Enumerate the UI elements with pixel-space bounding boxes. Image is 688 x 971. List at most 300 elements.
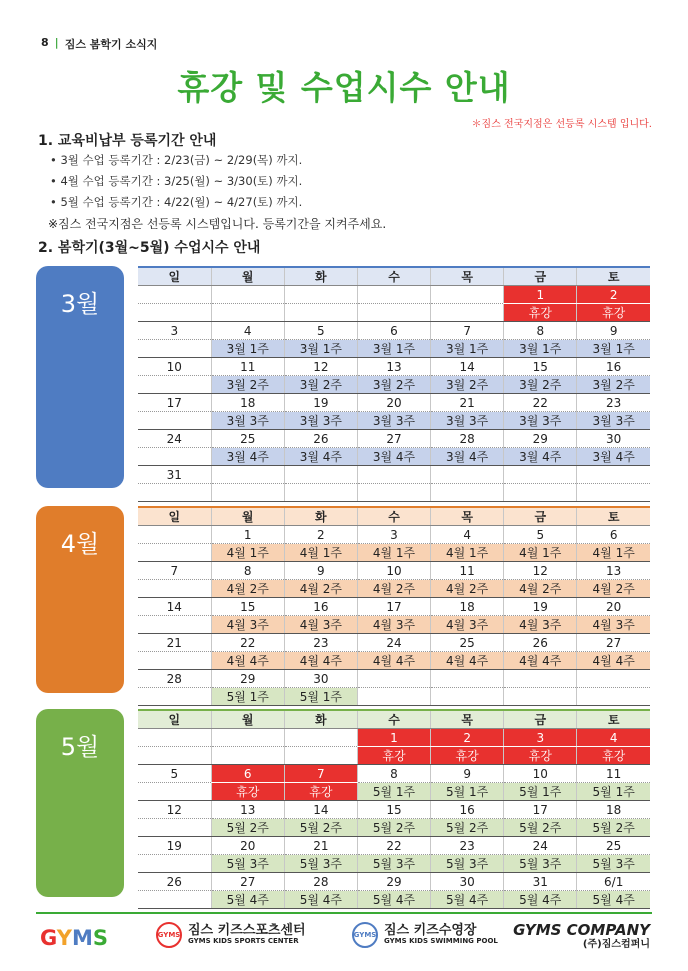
class-week-cell: 3월 1주 [357,340,430,358]
date-cell [138,729,211,747]
date-cell: 30 [577,430,650,448]
date-cell: 23 [577,394,650,412]
week-row [138,891,650,909]
date-cell: 7 [284,765,357,783]
class-week-cell: 4월 3주 [577,616,650,634]
calendar-april [138,506,650,706]
date-row [138,286,650,304]
date-cell [284,466,357,484]
class-week-cell: 4월 3주 [284,616,357,634]
page-number: 8 [41,36,49,49]
week-row [138,819,650,837]
preregistration-note: ＊짐스 전국지점은 선등록 시스템 입니다. [471,119,652,130]
registration-period-apr: • 4월 수업 등록기간 : 3/25(월) ~ 3/30(토) 까지. [50,174,303,188]
date-cell: 17 [138,394,211,412]
date-cell: 1 [357,729,430,747]
page-header [41,36,157,52]
class-week-cell: 5월 4주 [504,891,577,909]
weekday-header: 일 [138,507,211,526]
date-cell: 11 [211,358,284,376]
class-week-cell: 4월 1주 [431,544,504,562]
weekday-header: 토 [577,507,650,526]
weekday-header: 토 [577,267,650,286]
class-week-cell: 4월 2주 [504,580,577,598]
brand-sports-center [156,922,306,948]
date-cell: 15 [357,801,430,819]
date-cell: 19 [504,598,577,616]
date-cell [211,286,284,304]
class-week-cell [138,580,211,598]
class-week-cell: 4월 2주 [431,580,504,598]
brand-swimming-pool [352,922,498,948]
date-cell: 8 [357,765,430,783]
class-week-cell [138,544,211,562]
class-week-cell: 4월 2주 [577,580,650,598]
weekday-header: 수 [357,267,430,286]
holiday-cell: 휴강 [504,747,577,765]
date-row [138,801,650,819]
class-week-cell: 5월 3주 [577,855,650,873]
class-week-cell [284,747,357,765]
date-cell: 4 [577,729,650,747]
class-week-cell: 3월 3주 [357,412,430,430]
date-cell: 27 [211,873,284,891]
holiday-cell: 휴강 [357,747,430,765]
date-cell: 31 [138,466,211,484]
class-week-cell: 4월 1주 [357,544,430,562]
date-cell [504,670,577,688]
date-cell [138,286,211,304]
date-cell [431,286,504,304]
date-cell: 14 [138,598,211,616]
registration-note: ※짐스 전국지점은 선등록 시스템입니다. 등록기간을 지켜주세요. [48,217,387,231]
class-week-cell: 4월 1주 [211,544,284,562]
weekday-header: 금 [504,267,577,286]
swimming-pool-name: 짐스 키즈수영장 [384,923,477,938]
date-cell: 3 [138,322,211,340]
class-week-cell: 4월 4주 [431,652,504,670]
date-cell [138,526,211,544]
holiday-cell: 휴강 [431,747,504,765]
week-row [138,580,650,598]
date-cell: 10 [138,358,211,376]
weekday-header-row [138,507,650,526]
date-cell: 19 [138,837,211,855]
gyms-logo: GYMS [40,926,109,950]
holiday-cell: 휴강 [284,783,357,801]
class-week-cell: 3월 1주 [504,340,577,358]
date-cell: 2 [284,526,357,544]
month-label-may: 5월 [36,709,124,897]
date-cell: 7 [431,322,504,340]
sports-center-name-en: GYMS KIDS SPORTS CENTER [188,937,299,946]
date-cell: 13 [357,358,430,376]
class-week-cell: 5월 1주 [284,688,357,706]
date-cell [211,729,284,747]
date-cell: 6 [211,765,284,783]
week-row [138,616,650,634]
date-cell [357,466,430,484]
header-section: 짐스 봄학기 소식지 [64,38,158,51]
class-week-cell: 5월 3주 [357,855,430,873]
class-week-cell: 3월 3주 [431,412,504,430]
class-week-cell [138,819,211,837]
class-week-cell: 3월 2주 [211,376,284,394]
date-cell: 6/1 [577,873,650,891]
class-week-cell: 3월 4주 [577,448,650,466]
date-cell: 27 [357,430,430,448]
class-week-cell [138,304,211,322]
weekday-header-row [138,267,650,286]
date-cell: 7 [138,562,211,580]
week-row [138,484,650,502]
weekday-header: 화 [284,507,357,526]
date-cell: 2 [577,286,650,304]
class-week-cell: 4월 3주 [431,616,504,634]
date-cell: 13 [577,562,650,580]
class-week-cell [284,484,357,502]
week-row [138,304,650,322]
class-week-cell: 3월 3주 [284,412,357,430]
class-week-cell: 4월 4주 [504,652,577,670]
company-logo [513,922,650,950]
date-cell: 12 [284,358,357,376]
class-week-cell: 3월 3주 [504,412,577,430]
class-week-cell [138,652,211,670]
date-cell: 16 [284,598,357,616]
class-week-cell: 3월 4주 [284,448,357,466]
date-cell: 23 [431,837,504,855]
class-week-cell [211,747,284,765]
class-week-cell [138,783,211,801]
class-week-cell: 4월 4주 [284,652,357,670]
class-week-cell: 5월 3주 [504,855,577,873]
date-cell: 1 [211,526,284,544]
date-cell: 30 [431,873,504,891]
date-cell: 13 [211,801,284,819]
date-cell: 31 [504,873,577,891]
class-week-cell [138,688,211,706]
weekday-header: 목 [431,507,504,526]
class-week-cell: 4월 3주 [504,616,577,634]
date-cell: 26 [504,634,577,652]
class-week-cell: 3월 4주 [357,448,430,466]
class-week-cell: 3월 2주 [577,376,650,394]
class-week-cell [577,484,650,502]
calendar-may [138,709,650,909]
class-week-cell: 5월 4주 [431,891,504,909]
date-cell [284,729,357,747]
date-cell: 25 [577,837,650,855]
date-cell: 26 [284,430,357,448]
date-row [138,466,650,484]
date-cell: 27 [577,634,650,652]
date-cell: 24 [138,430,211,448]
date-cell: 11 [431,562,504,580]
date-cell: 5 [504,526,577,544]
date-cell: 20 [577,598,650,616]
weekday-header: 수 [357,710,430,729]
class-week-cell: 4월 3주 [211,616,284,634]
week-row [138,747,650,765]
date-cell: 16 [577,358,650,376]
class-week-cell: 5월 4주 [357,891,430,909]
sports-center-emblem-icon: GYMS [156,922,182,948]
date-cell: 23 [284,634,357,652]
class-week-cell [211,484,284,502]
class-week-cell: 5월 3주 [211,855,284,873]
date-cell [357,670,430,688]
date-cell: 22 [211,634,284,652]
date-row [138,729,650,747]
date-cell: 22 [504,394,577,412]
date-cell: 4 [431,526,504,544]
section2-heading: 2. 봄학기(3월~5월) 수업시수 안내 [38,240,261,256]
class-week-cell [138,448,211,466]
date-row [138,873,650,891]
date-cell: 18 [577,801,650,819]
header-divider: | [54,36,59,49]
date-row [138,430,650,448]
week-row [138,340,650,358]
registration-period-may: • 5월 수업 등록기간 : 4/22(월) ~ 4/27(토) 까지. [50,195,303,209]
week-row [138,783,650,801]
weekday-header: 월 [211,267,284,286]
class-week-cell [138,616,211,634]
month-label-march: 3월 [36,266,124,488]
date-cell: 14 [284,801,357,819]
date-cell: 5 [138,765,211,783]
date-cell: 21 [284,837,357,855]
class-week-cell: 3월 4주 [211,448,284,466]
date-row [138,837,650,855]
class-week-cell [138,484,211,502]
class-week-cell [504,688,577,706]
date-cell: 20 [211,837,284,855]
class-week-cell: 5월 1주 [431,783,504,801]
weekday-header: 금 [504,507,577,526]
date-cell: 21 [138,634,211,652]
date-cell: 9 [431,765,504,783]
class-week-cell: 5월 2주 [504,819,577,837]
holiday-cell: 휴강 [577,304,650,322]
class-week-cell: 3월 2주 [504,376,577,394]
class-week-cell [357,484,430,502]
calendar-march [138,266,650,502]
holiday-cell: 휴강 [211,783,284,801]
footer-divider [36,912,652,914]
class-week-cell [357,304,430,322]
weekday-header: 화 [284,710,357,729]
date-cell: 3 [357,526,430,544]
company-name-ko: (주)짐스컴퍼니 [582,938,650,950]
class-week-cell: 4월 1주 [284,544,357,562]
company-name-en: GYMS COMPANY [513,921,650,939]
date-row [138,765,650,783]
class-week-cell: 5월 2주 [431,819,504,837]
class-week-cell: 4월 4주 [211,652,284,670]
class-week-cell: 4월 2주 [357,580,430,598]
date-cell: 14 [431,358,504,376]
weekday-header: 일 [138,267,211,286]
class-week-cell [138,376,211,394]
date-cell: 12 [504,562,577,580]
week-row [138,412,650,430]
sports-center-name: 짐스 키즈스포츠센터 [188,923,306,938]
week-row [138,376,650,394]
section1-heading: 1. 교육비납부 등록기간 안내 [38,133,217,149]
class-week-cell [284,304,357,322]
date-cell: 29 [504,430,577,448]
class-week-cell: 5월 1주 [504,783,577,801]
class-week-cell [431,484,504,502]
class-week-cell: 4월 2주 [284,580,357,598]
class-week-cell: 3월 3주 [577,412,650,430]
date-cell [211,466,284,484]
class-week-cell: 5월 3주 [284,855,357,873]
date-cell: 29 [357,873,430,891]
date-cell: 24 [357,634,430,652]
date-cell: 18 [211,394,284,412]
date-cell: 1 [504,286,577,304]
holiday-cell: 휴강 [577,747,650,765]
class-week-cell: 5월 4주 [284,891,357,909]
weekday-header: 목 [431,710,504,729]
weekday-header: 목 [431,267,504,286]
class-week-cell: 5월 2주 [211,819,284,837]
class-week-cell: 5월 1주 [357,783,430,801]
date-row [138,526,650,544]
weekday-header: 화 [284,267,357,286]
class-week-cell [504,484,577,502]
date-cell: 16 [431,801,504,819]
date-cell: 18 [431,598,504,616]
weekday-header: 일 [138,710,211,729]
swimming-pool-name-en: GYMS KIDS SWIMMING POOL [384,937,498,946]
date-cell: 17 [357,598,430,616]
class-week-cell: 5월 4주 [577,891,650,909]
date-row [138,394,650,412]
class-week-cell: 5월 2주 [577,819,650,837]
date-cell: 4 [211,322,284,340]
date-cell [431,466,504,484]
weekday-header: 수 [357,507,430,526]
week-row [138,688,650,706]
class-week-cell: 4월 2주 [211,580,284,598]
week-row [138,652,650,670]
date-cell: 15 [211,598,284,616]
date-cell: 3 [504,729,577,747]
class-week-cell [577,688,650,706]
date-cell: 11 [577,765,650,783]
date-cell: 22 [357,837,430,855]
date-cell: 20 [357,394,430,412]
date-cell: 24 [504,837,577,855]
class-week-cell [138,891,211,909]
date-cell: 8 [504,322,577,340]
class-week-cell: 5월 2주 [284,819,357,837]
class-week-cell: 3월 2주 [357,376,430,394]
date-cell: 10 [504,765,577,783]
date-cell: 6 [577,526,650,544]
date-cell [577,466,650,484]
date-cell: 28 [138,670,211,688]
date-cell: 2 [431,729,504,747]
date-cell: 9 [284,562,357,580]
date-row [138,322,650,340]
week-row [138,448,650,466]
class-week-cell [138,855,211,873]
week-row [138,855,650,873]
class-week-cell: 3월 2주 [284,376,357,394]
class-week-cell: 4월 3주 [357,616,430,634]
weekday-header: 월 [211,710,284,729]
class-week-cell: 3월 4주 [504,448,577,466]
class-week-cell: 3월 1주 [211,340,284,358]
date-cell [431,670,504,688]
weekday-header: 금 [504,710,577,729]
date-cell: 5 [284,322,357,340]
date-cell: 15 [504,358,577,376]
weekday-header: 월 [211,507,284,526]
date-row [138,634,650,652]
swimming-pool-emblem-icon: GYMS [352,922,378,948]
weekday-header: 토 [577,710,650,729]
class-week-cell [357,688,430,706]
date-cell: 8 [211,562,284,580]
class-week-cell: 3월 2주 [431,376,504,394]
date-cell: 25 [431,634,504,652]
class-week-cell: 5월 1주 [211,688,284,706]
class-week-cell: 4월 1주 [577,544,650,562]
date-cell: 25 [211,430,284,448]
date-cell [357,286,430,304]
class-week-cell: 3월 1주 [577,340,650,358]
class-week-cell [138,747,211,765]
date-cell [284,286,357,304]
date-cell: 21 [431,394,504,412]
date-cell: 19 [284,394,357,412]
date-row [138,562,650,580]
date-row [138,358,650,376]
date-cell: 28 [284,873,357,891]
class-week-cell [211,304,284,322]
class-week-cell: 5월 2주 [357,819,430,837]
class-week-cell [431,304,504,322]
class-week-cell: 4월 1주 [504,544,577,562]
date-cell: 28 [431,430,504,448]
holiday-cell: 휴강 [504,304,577,322]
registration-period-mar: • 3월 수업 등록기간 : 2/23(금) ~ 2/29(목) 까지. [50,153,303,167]
class-week-cell: 3월 1주 [284,340,357,358]
page-title: 휴강 및 수업시수 안내 [177,68,511,107]
date-cell: 30 [284,670,357,688]
date-cell [577,670,650,688]
weekday-header-row [138,710,650,729]
class-week-cell: 4월 4주 [357,652,430,670]
date-cell: 10 [357,562,430,580]
date-cell: 6 [357,322,430,340]
class-week-cell [138,340,211,358]
date-cell: 26 [138,873,211,891]
month-label-april: 4월 [36,506,124,693]
class-week-cell: 5월 1주 [577,783,650,801]
class-week-cell: 4월 4주 [577,652,650,670]
date-row [138,598,650,616]
date-cell: 9 [577,322,650,340]
class-week-cell: 3월 4주 [431,448,504,466]
week-row [138,544,650,562]
